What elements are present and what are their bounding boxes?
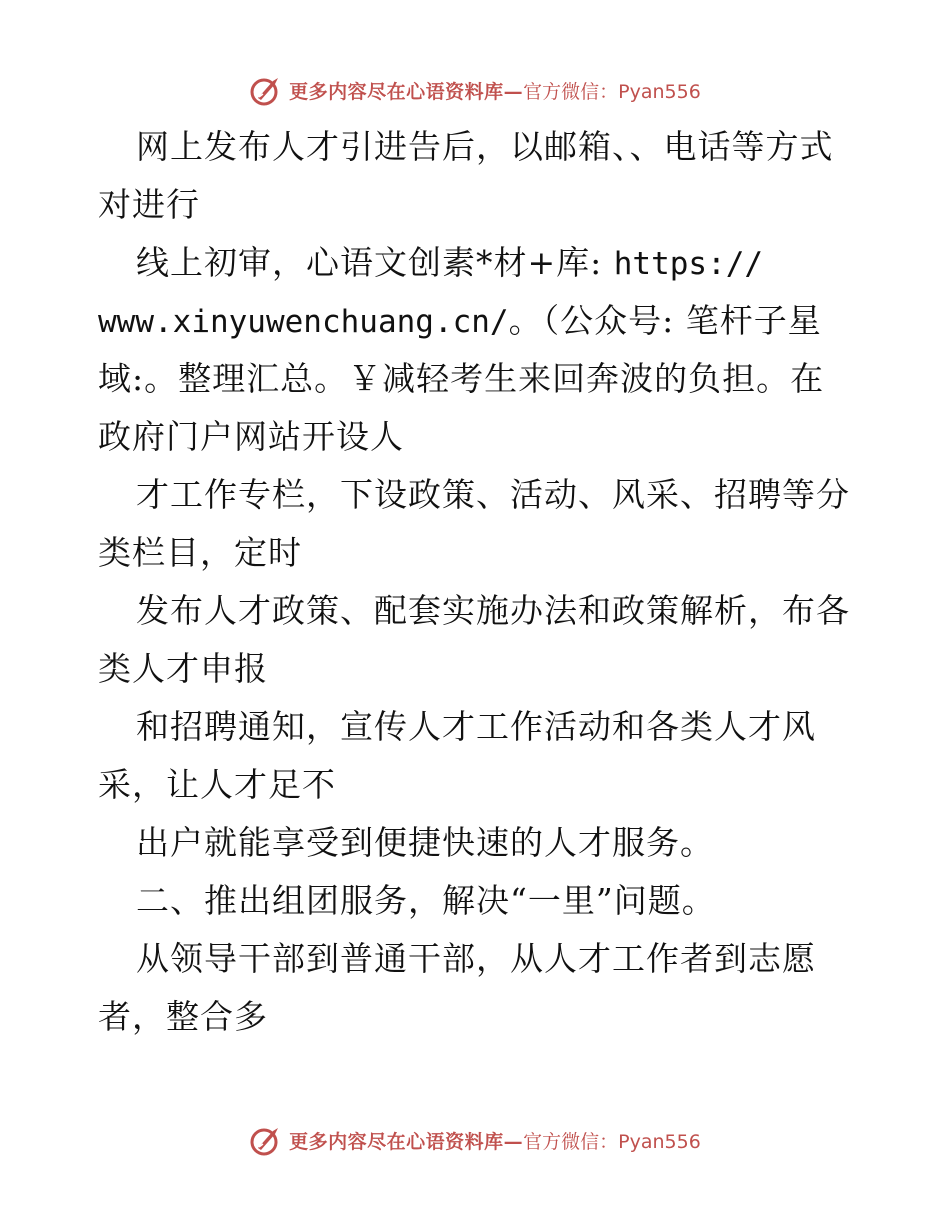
header-banner	[0, 70, 950, 110]
text-line: 对进行	[98, 185, 200, 224]
text-line: 线上初审，心语文创素*材+库: https://	[136, 243, 764, 282]
footer-site-text: 更多内容尽在心语资料库—	[289, 1130, 524, 1153]
text-line: 网上发布人才引进告后，以邮箱、、电话等方式	[136, 127, 834, 166]
text-line: 出户就能享受到便捷快速的人才服务。	[136, 823, 714, 862]
text-line: 类人才申报	[98, 649, 268, 688]
text-line: 者，整合多	[98, 997, 268, 1036]
footer-banner	[0, 1120, 950, 1160]
text-line: 类栏目，定时	[98, 533, 302, 572]
quill-logo-icon	[249, 1123, 283, 1157]
text-line: 发布人才政策、配套实施办法和政策解析，布各	[136, 591, 850, 630]
header-wechat-text: 官方微信：Pyan556	[523, 80, 701, 103]
text-line: 二、推出组团服务，解决“一里”问题。	[136, 881, 716, 920]
header-site-text: 更多内容尽在心语资料库—	[289, 80, 524, 103]
text-line: 才工作专栏，下设政策、活动、风采、招聘等分	[136, 475, 850, 514]
text-line: 采，让人才足不	[98, 765, 336, 804]
text-line: 和招聘通知，宣传人才工作活动和各类人才风	[136, 707, 816, 746]
quill-logo-icon	[249, 73, 283, 107]
text-line: 政府门户网站开设人	[98, 417, 404, 456]
text-line: 域:。整理汇总。￥减轻考生来回奔波的负担。在	[98, 359, 825, 398]
text-line: 从领导干部到普通干部，从人才工作者到志愿	[136, 939, 816, 978]
footer-wechat-text: 官方微信：Pyan556	[523, 1130, 701, 1153]
text-line: www.xinyuwenchuang.cn/。（公众号: 笔杆子星	[98, 301, 822, 340]
